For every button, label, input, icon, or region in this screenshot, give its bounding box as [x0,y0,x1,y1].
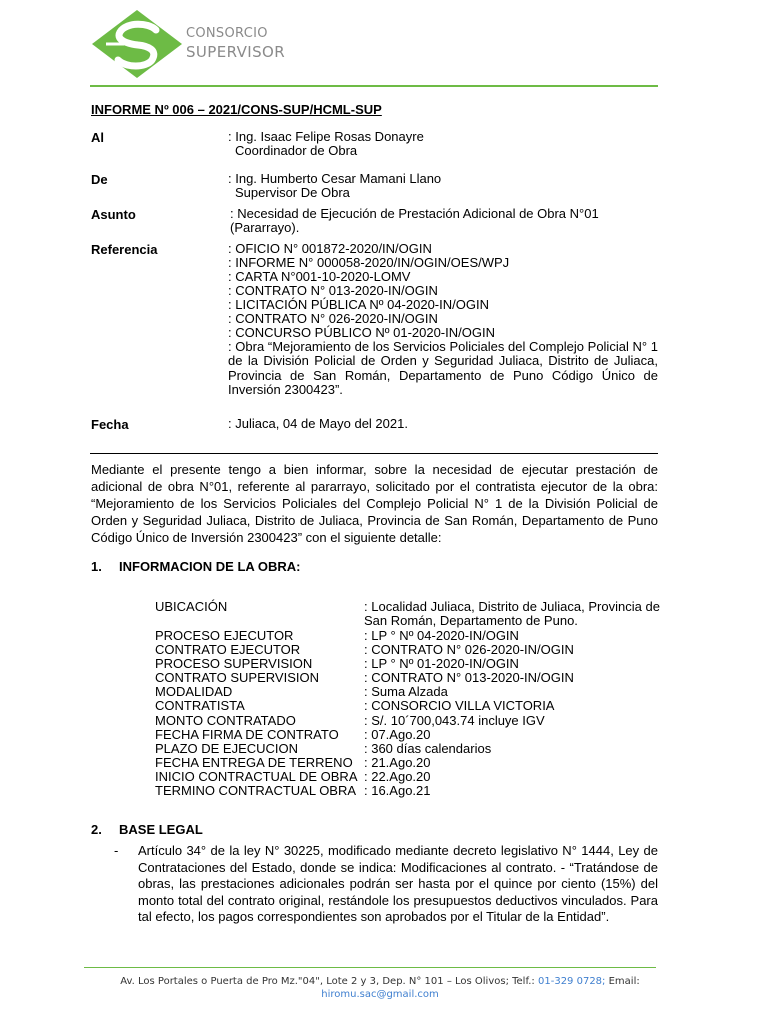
brand-line-1: CONSORCIO [186,26,268,41]
info-row [155,629,660,643]
field-label-de: De [91,172,108,187]
info-key: CONTRATISTA [155,698,245,714]
info-key: MONTO CONTRATADO [155,712,296,728]
info-row [155,728,660,742]
info-value: : LP ° Nº 01-2020-IN/OGIN [364,656,519,672]
field-value-asunto [228,207,599,235]
section-2-heading [91,822,203,837]
info-row [155,756,660,770]
referencia-item: : CARTA N°001-10-2020-LOMV [228,269,411,284]
info-row [155,671,660,685]
section-1-title: INFORMACION DE LA OBRA: [119,559,301,574]
report-title: INFORME Nº 006 – 2021/CONS-SUP/HCML-SUP [91,102,382,117]
info-key: FECHA ENTREGA DE TERRENO [155,754,353,770]
info-row [155,685,660,699]
referencia-obra: : Obra “Mejoramiento de los Servicios Policiales del Complejo Policial N° 1 de la División Policial de Orden y Seguridad Juliaca, Distrito de Juliaca, Provincia de San Román, Departamento de Puno Código Único de Inversión 2300423”. [228,339,658,397]
info-value: : CONTRATO N° 026-2020-IN/OGIN [364,642,574,658]
referencia-item: : INFORME N° 000058-2020/IN/OGIN/OES/WPJ [228,255,510,270]
info-value: : 07.Ago.20 [364,726,431,742]
company-logo [90,8,185,80]
referencia-item: : CONTRATO N° 013-2020-IN/OGIN [228,283,438,298]
referencia-item: : OFICIO N° 001872-2020/IN/OGIN [228,241,432,256]
obra-info-table [155,600,660,798]
de-name: : Ing. Humberto Cesar Mamani Llano [228,171,442,186]
info-key: PROCESO SUPERVISION [155,656,313,672]
base-legal-text: Artículo 34° de la ley N° 30225, modificado mediante decreto legislativo N° 1444, Ley de Contrataciones del Estado, donde se indica: Modificaciones al contrato. - “Tratándose de obras, las prestaciones adicionales podrán ser hasta por el quince por ciento (15%) del monto total del contrato original, restándole los presupuestos deductivos vinculados. Para tal efecto, los pagos correspondientes son aprobados por el Titular de la Entidad”. [138,843,658,925]
al-role: Coordinador de Obra [235,143,358,158]
footer-divider [84,967,656,968]
footer-address: Av. Los Portales o Puerta de Pro Mz."04", Lote 2 y 3, Dep. N° 101 – Los Olivos; Telf.: [120,976,535,987]
info-key: MODALIDAD [155,684,233,700]
info-row [155,742,660,756]
info-value: : 21.Ago.20 [364,754,431,770]
info-value: : 22.Ago.20 [364,768,431,784]
referencia-list [228,242,509,340]
section-2-number: 2. [91,822,102,837]
info-value: : CONTRATO N° 013-2020-IN/OGIN [364,670,574,686]
info-key: UBICACIÓN [155,599,228,614]
info-value: : CONSORCIO VILLA VICTORIA [364,698,555,714]
field-value-fecha: : Juliaca, 04 de Mayo del 2021. [228,416,408,431]
field-value-al [228,130,424,158]
referencia-item: : CONCURSO PÚBLICO Nº 01-2020-IN/OGIN [228,325,495,340]
info-key: INICIO CONTRACTUAL DE OBRA [155,768,358,784]
field-label-fecha: Fecha [91,417,129,432]
de-role: Supervisor De Obra [235,185,350,200]
section-1-heading [91,559,301,574]
referencia-item: : LICITACIÓN PÚBLICA Nº 04-2020-IN/OGIN [228,297,489,312]
info-row [155,657,660,671]
info-key: TERMINO CONTRACTUAL OBRA [155,783,357,799]
asunto-line-1: : Necesidad de Ejecución de Prestación Adicional de Obra N°01 [230,206,599,221]
referencia-item: : CONTRATO N° 026-2020-IN/OGIN [228,311,438,326]
info-key: PROCESO EJECUTOR [155,628,294,643]
info-row [155,699,660,713]
info-value: : Suma Alzada [364,684,448,700]
info-value: : S/. 10´700,043.74 incluye IGV [364,712,545,728]
footer-email-link[interactable]: hiromu.sac@gmail.com [321,989,439,1000]
header-divider [90,85,658,87]
intro-paragraph: Mediante el presente tengo a bien informar, sobre la necesidad de ejecutar prestación de adicional de obra N°01, referente al pararrayo, solicitado por el contratista ejecutor de la obra: “Mejoramiento de los Servicios Policiales del Complejo Policial N° 1 de la División Policial de Orden y Seguridad Juliaca, Distrito de Juliaca, Provincia de San Román, Departamento de Puno Código Único de Inversión 2300423” con el siguiente detalle: [91,462,658,545]
info-row [155,784,660,798]
info-key: CONTRATO EJECUTOR [155,642,301,658]
field-value-de [228,172,441,200]
section-2-title: BASE LEGAL [119,822,203,837]
info-key: PLAZO DE EJECUCION [155,740,299,756]
header-body-divider [90,453,658,454]
info-value: : Localidad Juliaca, Distrito de Juliaca, Provincia de San Román, Departamento de Puno. [364,599,660,628]
info-key: CONTRATO SUPERVISION [155,670,319,686]
footer-email-label: Email: [608,976,640,987]
info-row [155,714,660,728]
info-value: : LP ° Nº 04-2020-IN/OGIN [364,628,519,643]
footer [84,975,676,1001]
info-row [155,643,660,657]
bullet-dash: - [114,843,119,858]
field-label-referencia: Referencia [91,242,158,257]
info-value: : 16.Ago.21 [364,783,431,799]
field-label-al: Al [91,130,104,145]
field-label-asunto: Asunto [91,207,136,222]
footer-phone: 01-329 0728; [538,976,606,987]
al-name: : Ing. Isaac Felipe Rosas Donayre [228,129,424,144]
section-1-number: 1. [91,559,102,574]
asunto-line-2: (Pararrayo). [230,220,300,235]
info-row [155,600,660,628]
info-value: : 360 días calendarios [364,740,492,756]
info-key: FECHA FIRMA DE CONTRATO [155,726,339,742]
consorcio-supervisor-logo-icon [90,8,185,80]
info-row [155,770,660,784]
brand-line-2: SUPERVISOR [186,43,286,61]
